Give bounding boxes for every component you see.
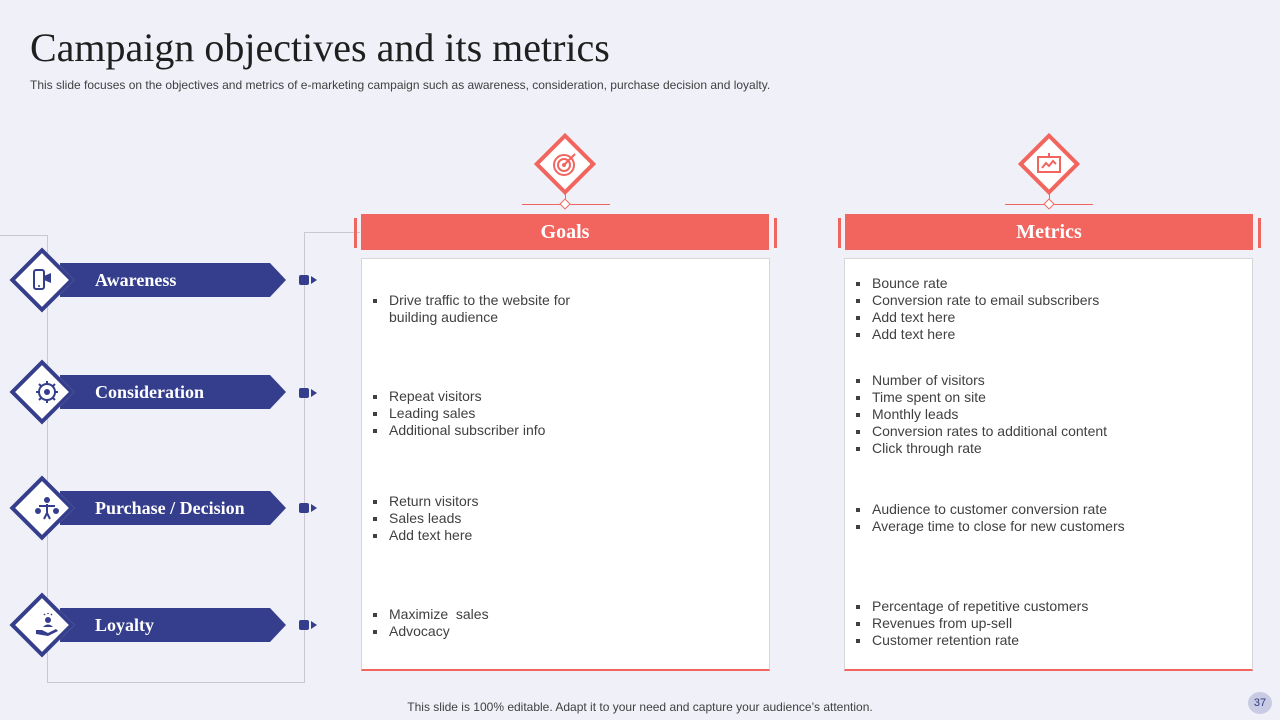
list-item: Repeat visitors — [371, 388, 751, 405]
connector-arrow-icon — [311, 621, 317, 629]
list-item: Time spent on site — [854, 389, 1244, 406]
connector-arrow-icon — [311, 504, 317, 512]
page-title: Campaign objectives and its metrics — [30, 25, 610, 70]
metrics-header-cap-left — [838, 218, 841, 248]
objective-connector — [299, 388, 309, 398]
list-item: Bounce rate — [854, 275, 1244, 292]
objective-label: Loyalty — [95, 615, 155, 635]
mobile-megaphone-icon — [28, 266, 56, 294]
list-item: Audience to customer conversion rate — [854, 501, 1244, 518]
list-item: Sales leads — [371, 510, 751, 527]
connector-arrow-icon — [311, 276, 317, 284]
list-item: Percentage of repetitive customers — [854, 598, 1244, 615]
goals-list-consideration — [371, 388, 751, 439]
objective-connector — [299, 620, 309, 630]
footer-note: This slide is 100% editable. Adapt it to your need and capture your audience’s attention. — [407, 700, 873, 714]
list-item: Advocacy — [371, 623, 751, 640]
metrics-header: Metrics — [845, 214, 1253, 250]
metrics-icon-node — [1043, 198, 1054, 209]
page-number-badge: 37 — [1248, 692, 1272, 714]
tree-right-top-line — [304, 232, 360, 233]
list-item: Customer retention rate — [854, 632, 1244, 649]
goals-list-awareness — [371, 292, 591, 326]
list-item: Drive traffic to the website for building audience — [371, 292, 591, 326]
list-item: Monthly leads — [854, 406, 1244, 423]
list-item: Add text here — [854, 309, 1244, 326]
brain-gear-icon — [33, 378, 61, 406]
list-item: Leading sales — [371, 405, 751, 422]
list-item: Conversion rate to email subscribers — [854, 292, 1244, 309]
metrics-list-awareness — [854, 275, 1244, 343]
metrics-list-loyalty — [854, 598, 1244, 649]
list-item: Revenues from up-sell — [854, 615, 1244, 632]
list-item: Conversion rates to additional content — [854, 423, 1244, 440]
metrics-header-cap-right — [1258, 218, 1261, 248]
objective-label: Purchase / Decision — [95, 498, 245, 518]
goals-header: Goals — [361, 214, 769, 250]
metrics-list-purchase — [854, 501, 1244, 535]
list-item: Add text here — [371, 527, 751, 544]
list-item: Number of visitors — [854, 372, 1244, 389]
metrics-list-consideration — [854, 372, 1244, 457]
objective-label: Consideration — [95, 382, 205, 402]
objective-banner — [60, 608, 286, 642]
goals-icon-node — [559, 198, 570, 209]
goals-header-cap-right — [774, 218, 777, 248]
connector-arrow-icon — [311, 389, 317, 397]
hand-user-icon — [33, 611, 61, 639]
list-item: Return visitors — [371, 493, 751, 510]
list-item: Maximize sales — [371, 606, 751, 623]
objective-connector — [299, 275, 309, 285]
list-item: Click through rate — [854, 440, 1244, 457]
target-icon — [550, 149, 580, 179]
tree-bottom-line — [47, 682, 305, 683]
tree-top-line — [0, 235, 48, 236]
objective-label: Awareness — [95, 270, 177, 290]
page-subtitle: This slide focuses on the objectives and metrics of e-marketing campaign such as awareness, consideration, purchase decision and loyalty. — [30, 78, 771, 92]
person-choice-icon — [33, 494, 61, 522]
list-item: Add text here — [854, 326, 1244, 343]
list-item: Average time to close for new customers — [854, 518, 1244, 535]
list-item: Additional subscriber info — [371, 422, 751, 439]
chart-board-icon — [1034, 149, 1064, 179]
tree-right-vertical-line — [304, 232, 305, 683]
goals-list-purchase — [371, 493, 751, 544]
goals-list-loyalty — [371, 606, 751, 640]
objective-connector — [299, 503, 309, 513]
goals-header-cap-left — [354, 218, 357, 248]
